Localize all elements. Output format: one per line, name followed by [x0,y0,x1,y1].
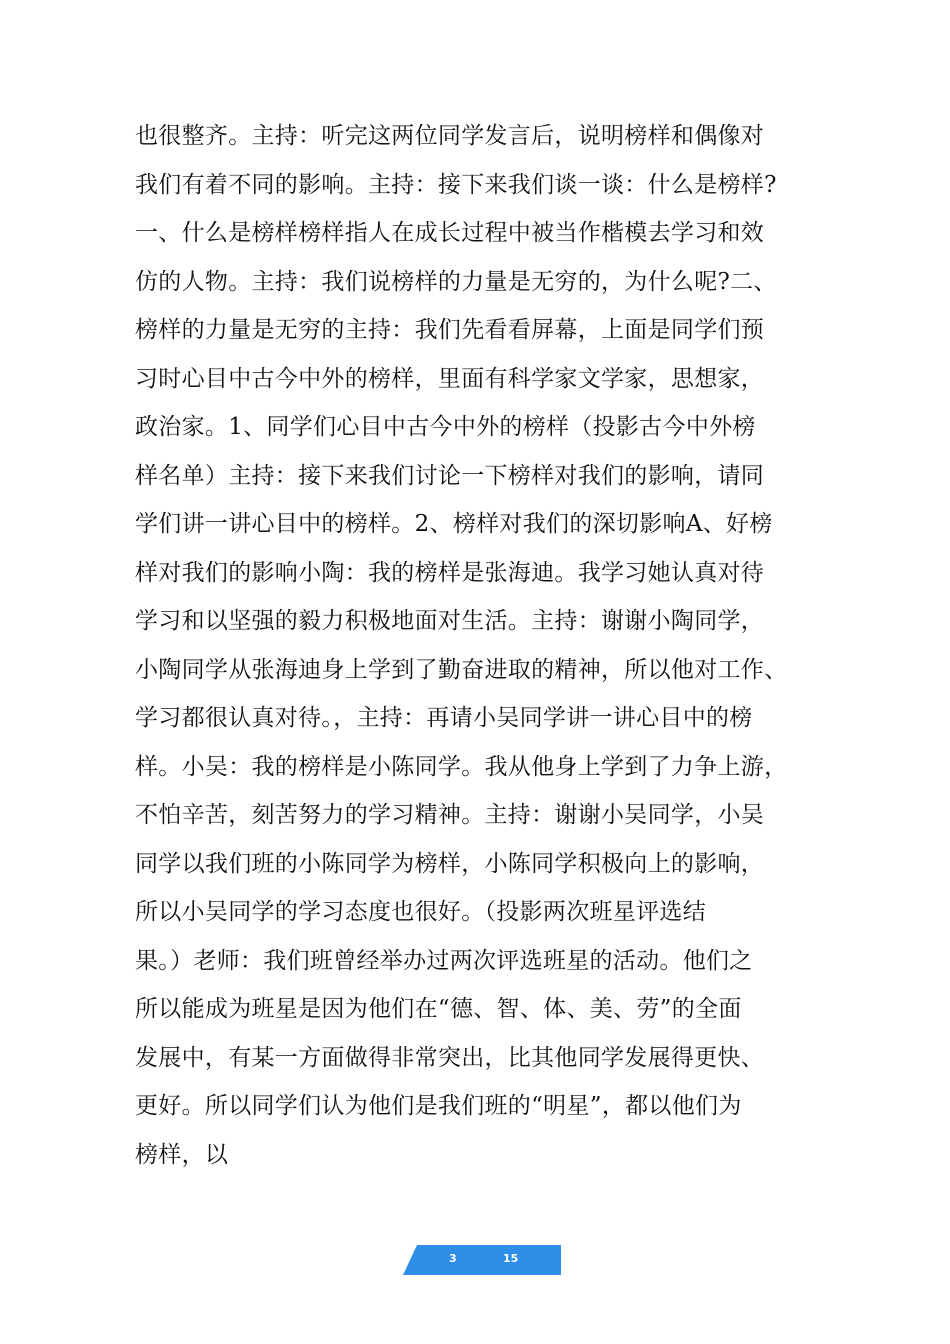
text-line: 不怕辛苦，刻苦努力的学习精神。主持：谢谢小吴同学，小吴 [135,802,765,828]
text-line: 果。）老师：我们班曾经举办过两次评选班星的活动。他们之 [135,947,753,974]
text-line: 小陶同学从张海迪身上学到了勤奋进取的精神，所以他对工作、 [135,656,788,683]
text-line: 学们讲一讲心目中的榜样。2、榜样对我们的深切影响A、好榜 [135,511,773,537]
text-line: 仿的人物。主持：我们说榜样的力量是无穷的，为什么呢?二、 [135,268,777,295]
text-line: 我们有着不同的影响。主持：接下来我们谈一谈：什么是榜样? [135,171,777,198]
text-line: 所以能成为班星是因为他们在“德、智、体、美、劳”的全面 [135,996,742,1022]
text-line: 所以小吴同学的学习态度也很好。（投影两次班星评选结 [135,899,706,925]
text-line: 榜样的力量是无穷的主持：我们先看看屏幕，上面是同学们预 [135,317,765,343]
page-number-banner [403,1245,561,1275]
current-page-number: 3 [449,1252,457,1265]
total-pages-number: 15 [503,1252,519,1265]
text-line: 习时心目中古今中外的榜样，里面有科学家文学家，思想家， [135,365,765,392]
text-line: 学习都很认真对待。，主持：再请小吴同学讲一讲心目中的榜 [135,705,753,731]
text-line: 学习和以坚强的毅力积极地面对生活。主持：谢谢小陶同学， [135,608,765,634]
text-line: 更好。所以同学们认为他们是我们班的“明星”，都以他们为 [135,1093,742,1119]
text-line: 榜样，以 [135,1141,229,1168]
text-line: 样名单）主持：接下来我们讨论一下榜样对我们的影响，请同 [135,462,765,489]
text-line: 一、什么是榜样榜样指人在成长过程中被当作楷模去学习和效 [135,220,765,246]
text-line: 样。小吴：我的榜样是小陈同学。我从他身上学到了力争上游， [135,753,788,780]
text-line: 样对我们的影响小陶：我的榜样是张海迪。我学习她认真对待 [135,559,765,586]
text-line: 政治家。1、同学们心目中古今中外的榜样（投影古今中外榜 [135,414,756,440]
body-text [135,112,835,1179]
page-number-footer [403,1245,561,1275]
text-line: 也很整齐。主持：听完这两位同学发言后，说明榜样和偶像对 [135,123,765,149]
text-line: 同学以我们班的小陈同学为榜样，小陈同学积极向上的影响， [135,850,765,877]
text-line: 发展中，有某一方面做得非常突出，比其他同学发展得更快、 [135,1044,765,1071]
